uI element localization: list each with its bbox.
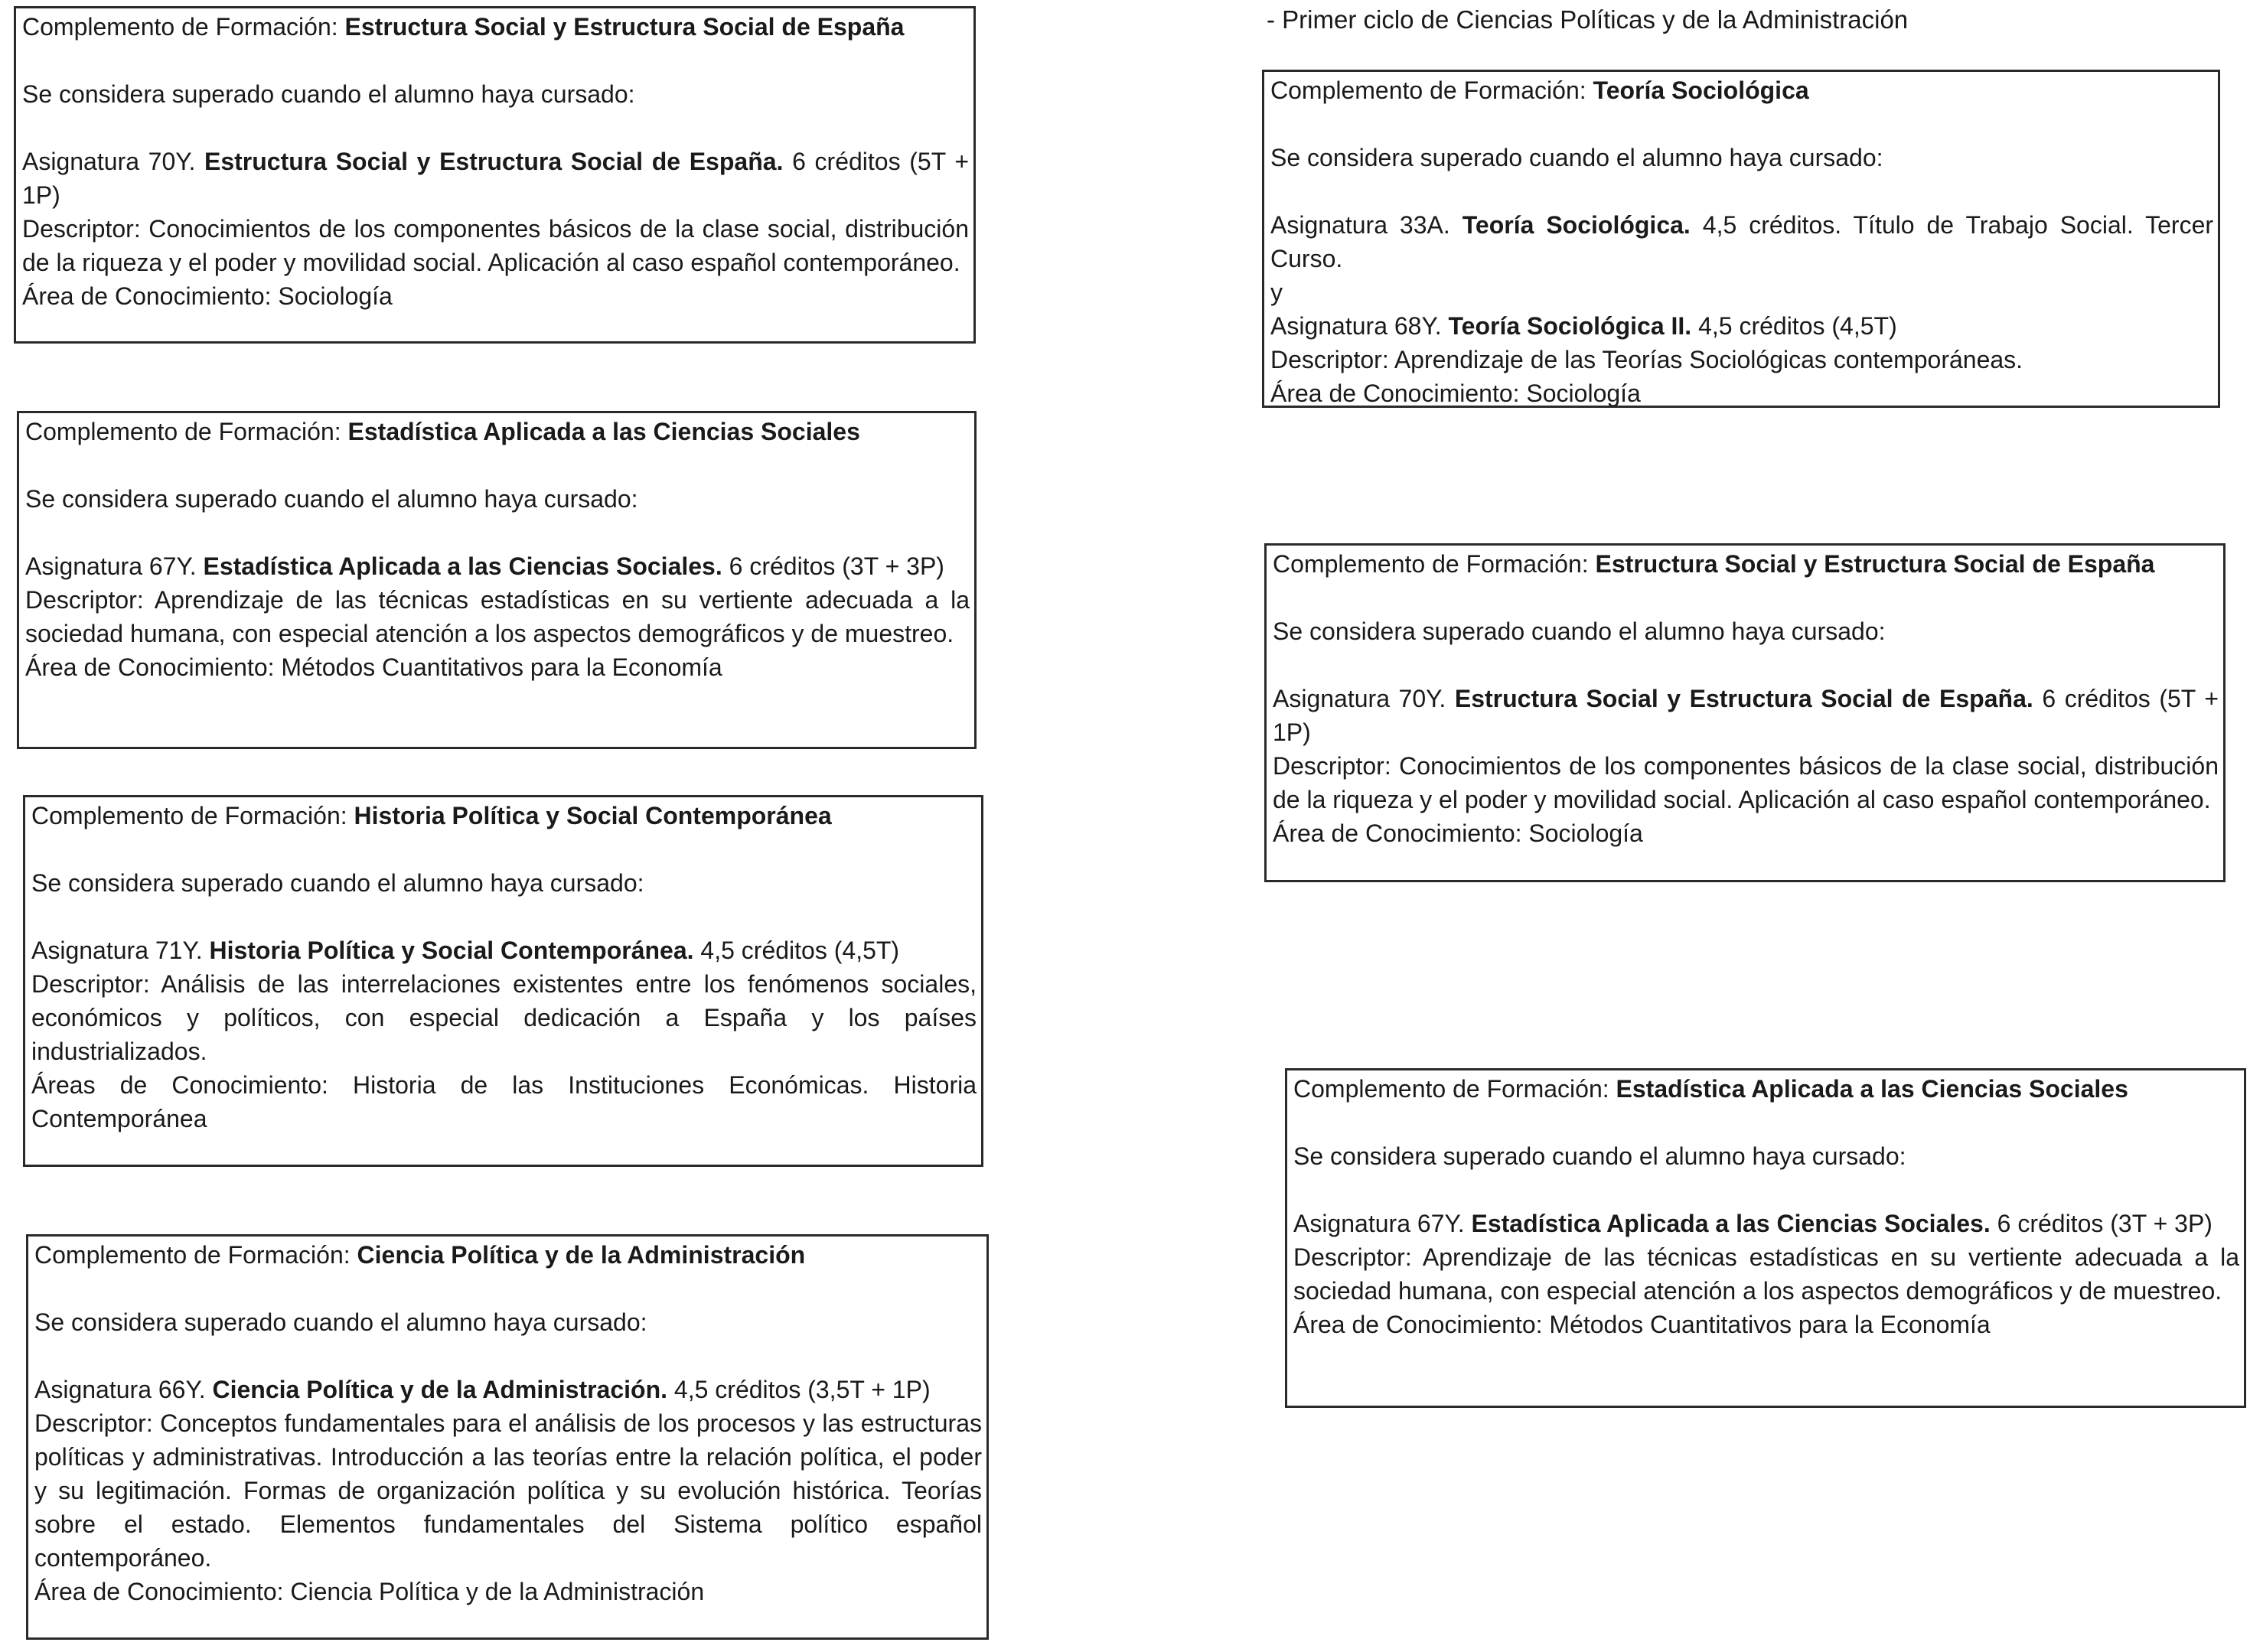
asignatura-code: Asignatura 70Y.: [22, 148, 196, 175]
area-text: Área de Conocimiento: Métodos Cuantitativos para la Economía: [25, 653, 722, 681]
asignatura-line: [22, 145, 969, 212]
complemento-box-estadistica: [17, 411, 977, 749]
complemento-title-line: [1270, 73, 2213, 107]
asignatura-credits: 6 créditos (5T + 1P): [22, 148, 969, 209]
asignatura-line: [1293, 1207, 2239, 1240]
complemento-title-line: [25, 415, 970, 448]
complemento-box-estadistica-right: [1285, 1068, 2246, 1408]
asignatura-credits: 4,5 créditos (4,5T): [1698, 312, 1897, 340]
complemento-title: Estadística Aplicada a las Ciencias Sociales: [347, 418, 860, 445]
asignatura-name: Estructura Social y Estructura Social de España.: [1454, 685, 2033, 712]
area-text: Área de Conocimiento: Métodos Cuantitativos para la Economía: [1293, 1311, 1991, 1338]
area-text: Área de Conocimiento: Sociología: [22, 282, 393, 310]
asignatura-credits: 4,5 créditos (4,5T): [700, 937, 900, 964]
asignatura-line: [1270, 208, 2213, 275]
complemento-box-estructura-social-right: [1264, 543, 2226, 882]
asignatura-name: Ciencia Política y de la Administración.: [212, 1376, 668, 1403]
complemento-title: Estructura Social y Estructura Social de España: [1595, 550, 2155, 578]
complemento-label: Complemento de Formación:: [1273, 550, 1589, 578]
asignatura-credits: 6 créditos (3T + 3P): [729, 552, 944, 580]
complemento-label: Complemento de Formación:: [31, 802, 347, 829]
complemento-box-estructura-social: [14, 6, 976, 344]
area-text: Área de Conocimiento: Sociología: [1270, 380, 1641, 407]
descriptor-text: Descriptor: Aprendizaje de las técnicas estadísticas en su vertiente adecuada a la sociedad humana, con especial atención a los aspectos demográficos y de muestreo.: [25, 586, 970, 647]
complemento-label: Complemento de Formación:: [22, 13, 338, 41]
complemento-title: Historia Política y Social Contemporánea: [354, 802, 832, 829]
complemento-title-line: [34, 1238, 982, 1272]
asignatura-code: Asignatura 33A.: [1270, 211, 1450, 239]
asignatura-line: [1273, 682, 2219, 749]
complemento-title-line: [31, 799, 977, 833]
area-text: Área de Conocimiento: Sociología: [1273, 819, 1643, 847]
superado-text: Se considera superado cuando el alumno haya cursado:: [31, 869, 644, 897]
complemento-label: Complemento de Formación:: [1270, 77, 1586, 104]
section-heading: - Primer ciclo de Ciencias Políticas y de la Administración: [1267, 5, 1909, 34]
asignatura-credits: 4,5 créditos (3,5T + 1P): [673, 1376, 931, 1403]
complemento-title: Estadística Aplicada a las Ciencias Sociales: [1616, 1075, 2128, 1103]
asignatura-credits: 6 créditos (3T + 3P): [1997, 1210, 2212, 1237]
complemento-title-line: [22, 10, 969, 44]
asignatura-code: Asignatura 68Y.: [1270, 312, 1442, 340]
complemento-label: Complemento de Formación:: [25, 418, 341, 445]
superado-text: Se considera superado cuando el alumno haya cursado:: [34, 1308, 647, 1336]
asignatura-credits: 4,5 créditos. Título de Trabajo Social. Tercer Curso.: [1270, 211, 2214, 272]
complemento-label: Complemento de Formación:: [1293, 1075, 1609, 1103]
area-text: Áreas de Conocimiento: Historia de las Instituciones Económicas. Historia Contemporánea: [31, 1071, 977, 1132]
asignatura-code: Asignatura 67Y.: [1293, 1210, 1465, 1237]
asignatura-line: [34, 1373, 982, 1406]
asignatura-name: Estructura Social y Estructura Social de España.: [204, 148, 784, 175]
complemento-title-line: [1293, 1072, 2239, 1106]
asignatura-name: Estadística Aplicada a las Ciencias Sociales.: [203, 552, 722, 580]
superado-text: Se considera superado cuando el alumno haya cursado:: [22, 80, 635, 108]
area-text: Área de Conocimiento: Ciencia Política y de la Administración: [34, 1578, 705, 1605]
descriptor-text: Descriptor: Conocimientos de los componentes básicos de la clase social, distribución de la riqueza y el poder y movilidad social. Aplicación al caso español contemporáneo.: [22, 215, 969, 276]
asignatura-line: [25, 549, 970, 583]
complemento-title: Teoría Sociológica: [1593, 77, 1809, 104]
asignatura-line: [31, 934, 977, 967]
descriptor-text: Descriptor: Análisis de las interrelaciones existentes entre los fenómenos sociales, económicos y políticos, con especial dedicación a España y los países industrializados.: [31, 970, 977, 1065]
descriptor-text: Descriptor: Conocimientos de los componentes básicos de la clase social, distribución de la riqueza y el poder y movilidad social. Aplicación al caso español contemporáneo.: [1273, 752, 2219, 813]
asignatura-name: Historia Política y Social Contemporánea.: [209, 937, 694, 964]
complemento-label: Complemento de Formación:: [34, 1241, 351, 1269]
superado-text: Se considera superado cuando el alumno haya cursado:: [25, 485, 638, 513]
superado-text: Se considera superado cuando el alumno haya cursado:: [1270, 144, 1883, 171]
asignatura-name: Teoría Sociológica.: [1462, 211, 1691, 239]
asignatura-credits: 6 créditos (5T + 1P): [1273, 685, 2219, 746]
asignatura-code: Asignatura 71Y.: [31, 937, 203, 964]
asignatura-line: [1270, 309, 2213, 343]
descriptor-text: Descriptor: Aprendizaje de las técnicas estadísticas en su vertiente adecuada a la sociedad humana, con especial atención a los aspectos demográficos y de muestreo.: [1293, 1243, 2239, 1305]
complemento-title: Ciencia Política y de la Administración: [357, 1241, 806, 1269]
complemento-box-historia: [23, 795, 983, 1167]
complemento-box-teoria-sociologica: [1262, 70, 2220, 408]
descriptor-text: Descriptor: Conceptos fundamentales para el análisis de los procesos y las estructuras políticas y administrativas. Introducción a las teorías entre la relación política, el poder y su legitimación. Formas de organización política y su evolución histórica. Teorías sobre el estado. Elementos fundamentales del Sistema político español contemporáneo.: [34, 1409, 982, 1572]
asignatura-code: Asignatura 66Y.: [34, 1376, 206, 1403]
asignatura-code: Asignatura 67Y.: [25, 552, 197, 580]
asignatura-connector: y: [1270, 279, 1283, 306]
complemento-title-line: [1273, 547, 2219, 581]
superado-text: Se considera superado cuando el alumno haya cursado:: [1273, 617, 1886, 645]
asignatura-name: Teoría Sociológica II.: [1448, 312, 1692, 340]
superado-text: Se considera superado cuando el alumno haya cursado:: [1293, 1142, 1906, 1170]
asignatura-code: Asignatura 70Y.: [1273, 685, 1446, 712]
complemento-box-ciencia-politica: [26, 1234, 989, 1640]
descriptor-text: Descriptor: Aprendizaje de las Teorías Sociológicas contemporáneas.: [1270, 346, 2023, 373]
asignatura-name: Estadística Aplicada a las Ciencias Sociales.: [1471, 1210, 1991, 1237]
complemento-title: Estructura Social y Estructura Social de España: [344, 13, 905, 41]
